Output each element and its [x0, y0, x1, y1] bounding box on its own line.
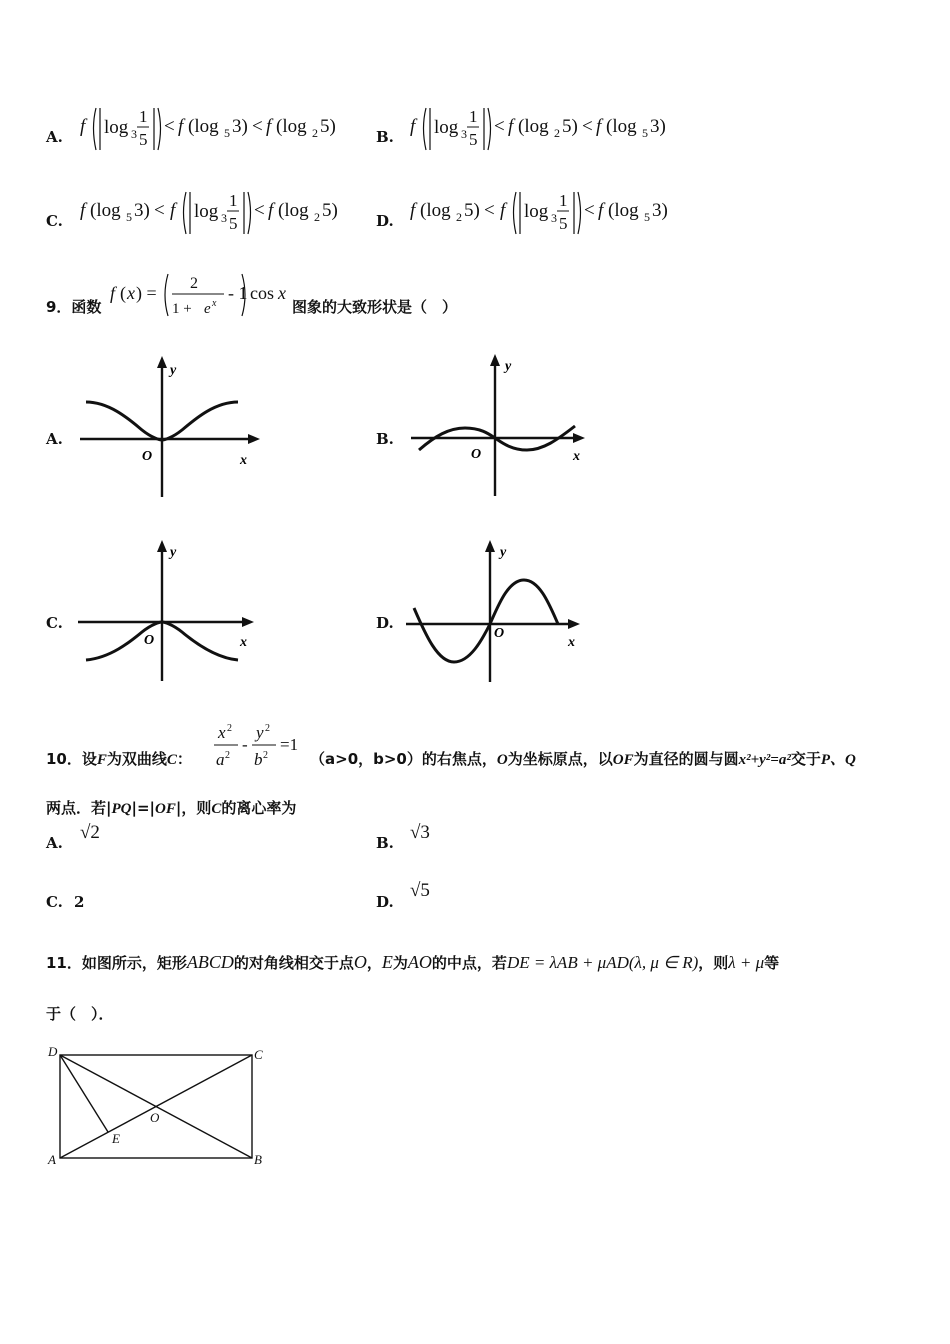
svg-text:(log: (log [188, 116, 219, 137]
q10-equation [212, 718, 308, 774]
svg-text:2: 2 [227, 723, 232, 734]
svg-text:f: f [410, 116, 416, 137]
q8-option-d-expr [408, 184, 698, 240]
svg-text:f: f [266, 116, 272, 137]
svg-text:b: b [254, 750, 263, 769]
q9-graph-b-x: x [573, 449, 580, 464]
svg-text:5: 5 [559, 214, 568, 233]
q10-option-a-label: A. [46, 834, 63, 852]
svg-text:<: < [252, 116, 263, 137]
q9-graph-d-label: D. [376, 614, 394, 632]
q8-option-c-label: C. [46, 212, 63, 230]
svg-text:f: f [268, 200, 274, 221]
svg-text:log: log [104, 117, 129, 138]
q9-graph-c [70, 536, 270, 686]
q10-colon: ： [176, 750, 192, 768]
svg-text:3: 3 [551, 211, 557, 225]
q10-line2a: 两点．若| [46, 799, 112, 817]
q10-condition: （a>0，b>0）的右焦点， [310, 750, 497, 768]
q9-graph-c-x: x [240, 635, 247, 650]
q9-graph-c-o: O [144, 633, 155, 648]
q10-line2c: |，则 [175, 799, 212, 817]
svg-text:1: 1 [139, 107, 148, 126]
svg-text:(: ( [120, 283, 126, 303]
svg-text:2: 2 [456, 210, 462, 224]
q10-mid1: 为双曲线 [106, 750, 167, 768]
svg-text:5): 5) [320, 116, 336, 137]
q9-graph-a-o: O [142, 449, 153, 464]
q10-C2: C [211, 801, 222, 817]
svg-text:3): 3) [650, 116, 666, 137]
q9-graph-a-label: A. [46, 430, 63, 448]
q10-line1 [46, 748, 192, 769]
svg-text:1: 1 [229, 191, 238, 210]
svg-text:3: 3 [131, 127, 137, 141]
svg-text:3: 3 [221, 211, 227, 225]
q11-fig-B: B [254, 1152, 262, 1167]
svg-text:1 +: 1 + [172, 301, 192, 317]
svg-text:f: f [110, 283, 116, 303]
svg-text:5: 5 [469, 130, 478, 149]
svg-text:<: < [254, 200, 265, 221]
svg-text:5: 5 [644, 210, 650, 224]
q9-graph-d-y: y [500, 545, 507, 560]
svg-text:x: x [127, 283, 135, 303]
q10-line2b: |=| [131, 799, 156, 817]
svg-text:5: 5 [229, 214, 238, 233]
svg-text:5: 5 [224, 126, 230, 140]
svg-text:x: x [278, 283, 286, 303]
svg-text:5: 5 [642, 126, 648, 140]
q10-O: O [496, 752, 508, 768]
svg-text:5): 5) [562, 116, 578, 137]
svg-text:<: < [484, 200, 495, 221]
q11-fig-D: D [48, 1044, 58, 1059]
q10-option-b-value: √3 [410, 822, 430, 843]
q8-option-b-expr [408, 100, 698, 156]
svg-text:1: 1 [559, 191, 568, 210]
q10-mid4: 交于 [790, 750, 821, 768]
q8-option-d-label: D. [376, 212, 394, 230]
svg-text:2: 2 [265, 723, 270, 734]
q9-formula [108, 268, 292, 322]
q9-graph-c-y: y [170, 545, 177, 560]
q10-option-b-label: B. [376, 834, 394, 852]
q9-number: 9．函数 [46, 298, 102, 316]
q10-line1-rest [310, 748, 856, 769]
q9-graph-a-x: x [240, 453, 247, 468]
svg-text:<: < [164, 116, 175, 137]
q10-prefix: 10．设 [46, 750, 97, 768]
q8-option-a-label: A. [46, 128, 63, 146]
svg-text:cos: cos [250, 283, 274, 303]
svg-text:log: log [194, 201, 219, 222]
svg-text:5: 5 [126, 210, 132, 224]
q8-option-a-expr [78, 100, 358, 156]
svg-text:2: 2 [312, 126, 318, 140]
q9-graph-b-label: B. [376, 430, 394, 448]
q11-prefix: 11．如图所示，矩形 [46, 954, 187, 972]
svg-text:f: f [596, 116, 602, 137]
q10-F: F [96, 752, 107, 768]
q11-mid2: 为 [392, 954, 408, 972]
q10-PQ: P、Q [820, 752, 856, 768]
q11-mid4: ，则 [698, 954, 729, 972]
q10-PQ2: PQ [111, 801, 132, 817]
svg-text:f: f [500, 200, 506, 221]
svg-text:<: < [584, 200, 595, 221]
q9-suffix: 图象的大致形状是（ ） [292, 298, 458, 316]
svg-text:y: y [256, 723, 264, 742]
svg-text:5): 5) [322, 200, 338, 221]
q11-mid3: 的中点，若 [431, 954, 507, 972]
svg-text:f: f [508, 116, 514, 137]
svg-text:log: log [434, 117, 459, 138]
q8-option-b-label: B. [376, 128, 394, 146]
q9-graph-b [405, 350, 595, 500]
q10-line2d: 的离心率为 [221, 799, 297, 817]
q11-vector-eq: DE = λAB + μAD(λ, μ ∈ R) [506, 953, 699, 972]
q10-C: C [166, 752, 177, 768]
q10-mid3: 为直径的圆与圆 [633, 750, 739, 768]
svg-text:) =: ) = [136, 283, 157, 303]
q9-graph-b-y: y [505, 359, 512, 374]
svg-text:3): 3) [652, 200, 668, 221]
q10-mid2: 为坐标原点，以 [507, 750, 613, 768]
svg-text:x: x [212, 298, 217, 309]
svg-text:f: f [178, 116, 184, 137]
svg-text:3): 3) [134, 200, 150, 221]
q10-option-c-label: C. [46, 893, 63, 911]
svg-text:(log: (log [606, 116, 637, 137]
q10-OF2: OF [155, 801, 176, 817]
svg-text:(log: (log [420, 200, 451, 221]
svg-text:f: f [410, 200, 416, 221]
svg-text:(log: (log [278, 200, 309, 221]
svg-text:f: f [598, 200, 604, 221]
svg-text:f: f [170, 200, 176, 221]
q11-fig-C: C [254, 1047, 263, 1062]
q8-option-c-expr [78, 184, 358, 240]
svg-text:a: a [216, 750, 225, 769]
q11-line2: 于（ ）． [46, 1005, 114, 1023]
q10-option-a-value: √2 [80, 822, 100, 843]
q11-fig-O: O [150, 1110, 160, 1125]
q11-line1 [46, 952, 779, 973]
svg-text:1: 1 [469, 107, 478, 126]
q9-graph-c-label: C. [46, 614, 63, 632]
q11-E: E [381, 952, 393, 972]
q11-mid1: 的对角线相交于点 [233, 954, 354, 972]
svg-text:5): 5) [464, 200, 480, 221]
svg-text:f: f [80, 116, 86, 137]
svg-text:<: < [154, 200, 165, 221]
svg-text:<: < [582, 116, 593, 137]
svg-text:-: - [242, 735, 248, 754]
q11-end: 等 [764, 954, 780, 972]
q11-ABCD: ABCD [186, 952, 234, 972]
q10-option-d-value: √5 [410, 880, 430, 901]
q10-OF: OF [612, 752, 634, 768]
q9-graph-b-o: O [471, 447, 482, 462]
svg-text:2: 2 [263, 750, 268, 761]
svg-text:(log: (log [518, 116, 549, 137]
q11-O: O [353, 952, 367, 972]
q10-circle: x²+y²=a² [738, 752, 791, 768]
svg-text:- 1: - 1 [228, 283, 248, 303]
svg-text:f: f [80, 200, 86, 221]
q9-graph-d-x: x [568, 635, 575, 650]
svg-text:(log: (log [90, 200, 121, 221]
svg-text:log: log [524, 201, 549, 222]
svg-text:e: e [204, 301, 211, 317]
q10-option-c-value: 2 [74, 893, 85, 911]
q10-line2 [46, 797, 296, 818]
q11-AO: AO [407, 952, 432, 972]
svg-text:2: 2 [314, 210, 320, 224]
q9-graph-a-y: y [170, 363, 177, 378]
svg-text:3): 3) [232, 116, 248, 137]
q11-fig-A: A [48, 1152, 56, 1167]
svg-text:3: 3 [461, 127, 467, 141]
q9-graph-a [70, 352, 270, 502]
q11-comma: ， [366, 954, 382, 972]
svg-text:<: < [494, 116, 505, 137]
q10-option-d-label: D. [376, 893, 394, 911]
svg-text:(log: (log [608, 200, 639, 221]
q11-fig-E: E [112, 1131, 120, 1146]
q11-lm: λ + μ [728, 953, 765, 972]
svg-text:=1: =1 [280, 735, 299, 754]
svg-text:2: 2 [190, 275, 198, 292]
svg-text:x: x [218, 723, 226, 742]
q9-graph-d [400, 536, 595, 686]
svg-text:(log: (log [276, 116, 307, 137]
svg-text:2: 2 [554, 126, 560, 140]
svg-text:5: 5 [139, 130, 148, 149]
q11-rectangle-figure [44, 1040, 269, 1172]
q9-graph-d-o: O [494, 626, 505, 641]
svg-text:2: 2 [225, 750, 230, 761]
